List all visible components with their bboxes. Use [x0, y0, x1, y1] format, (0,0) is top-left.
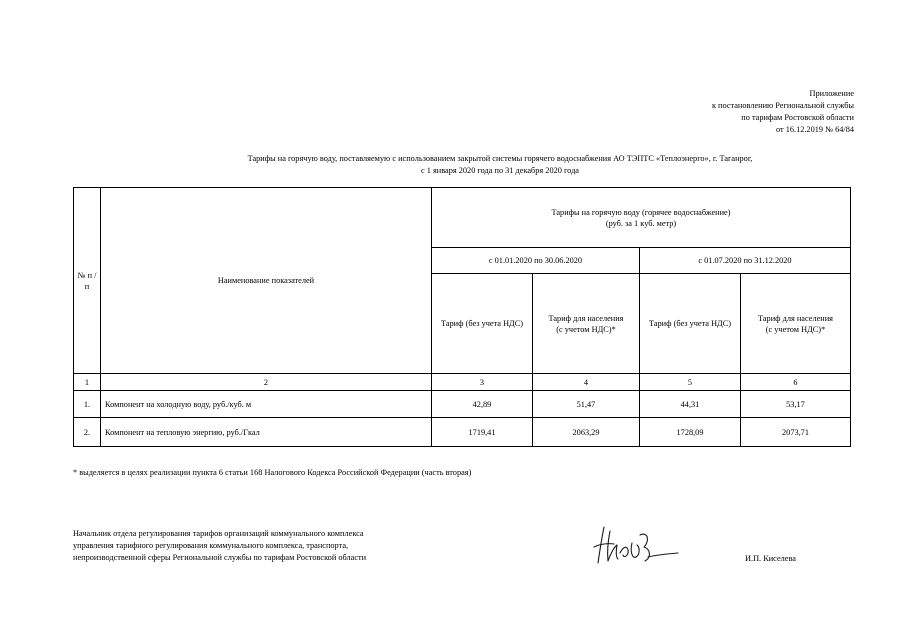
header-num: № п /п [74, 188, 101, 374]
row-name: Компонент на тепловую энергию, руб./Гкал [101, 418, 432, 447]
header-tariff-population-1 [533, 274, 640, 374]
header-tariff-population-2-line-2: (с учетом НДС)* [765, 324, 826, 334]
col-number-2: 2 [101, 374, 432, 391]
header-tariff-no-vat-1: Тариф (без учета НДС) [432, 274, 533, 374]
row-value-2: 51,47 [533, 391, 640, 418]
title-line-1: Тарифы на горячую воду, поставляемую с использованием закрытой системы горячего водоснабжения АО ТЭПТС «Теплоэнерго», г. Таганрог, [247, 154, 753, 163]
header-tariff-population-2-line-1: Тариф для населения [758, 313, 833, 323]
col-number-4: 4 [533, 374, 640, 391]
table-row [74, 418, 851, 447]
col-number-5: 5 [640, 374, 741, 391]
appendix-line-4: от 16.12.2019 № 64/84 [775, 125, 854, 134]
row-value-3: 1728,09 [640, 418, 741, 447]
header-group-line-1: Тарифы на горячую воду (горячее водоснабжение) [551, 207, 731, 217]
appendix-line-1: Приложение [809, 89, 854, 98]
row-name: Компонент на холодную воду, руб./куб. м [101, 391, 432, 418]
col-number-1: 1 [74, 374, 101, 391]
signer-line-2: управления тарифного регулирования коммунального комплекса, транспорта, [73, 541, 349, 550]
document-title [110, 153, 890, 177]
appendix-line-3: по тарифам Ростовской области [741, 113, 854, 122]
row-number: 2. [74, 418, 101, 447]
column-number-row [74, 374, 851, 391]
tariff-table [73, 187, 851, 447]
header-tariff-population-1-line-2: (с учетом НДС)* [556, 324, 616, 334]
header-period-1: с 01.01.2020 по 30.06.2020 [432, 248, 640, 274]
header-name: Наименование показателей [101, 188, 432, 374]
signer-line-3: непроизводственной сферы Региональной службы по тарифам Ростовской области [73, 553, 367, 562]
row-value-1: 1719,41 [432, 418, 533, 447]
row-value-3: 44,31 [640, 391, 741, 418]
col-number-3: 3 [432, 374, 533, 391]
header-period-2: с 01.07.2020 по 31.12.2020 [640, 248, 851, 274]
signer-position [73, 528, 366, 564]
header-tariff-no-vat-2: Тариф (без учета НДС) [640, 274, 741, 374]
header-tariff-population-1-line-1: Тариф для населения [548, 313, 624, 323]
title-line-2: с 1 января 2020 года по 31 декабря 2020 года [421, 166, 579, 175]
appendix-header [712, 88, 854, 136]
signer-name: И.П. Киселева [745, 554, 796, 563]
handwritten-signature [590, 517, 685, 569]
row-value-2: 2063,29 [533, 418, 640, 447]
signer-line-1: Начальник отдела регулирования тарифов организаций коммунального комплекса [73, 529, 364, 538]
col-number-6: 6 [741, 374, 851, 391]
row-value-1: 42,89 [432, 391, 533, 418]
table-row [74, 391, 851, 418]
header-group-line-2: (руб. за 1 куб. метр) [605, 218, 677, 228]
header-group [432, 188, 851, 248]
row-value-4: 53,17 [741, 391, 851, 418]
footnote: * выделяется в целях реализации пункта 6 статьи 168 Налогового Кодекса Российской Федерации (часть вторая) [73, 468, 472, 477]
header-tariff-population-2 [741, 274, 851, 374]
row-number: 1. [74, 391, 101, 418]
appendix-line-2: к постановлению Региональной службы [711, 101, 854, 110]
row-value-4: 2073,71 [741, 418, 851, 447]
